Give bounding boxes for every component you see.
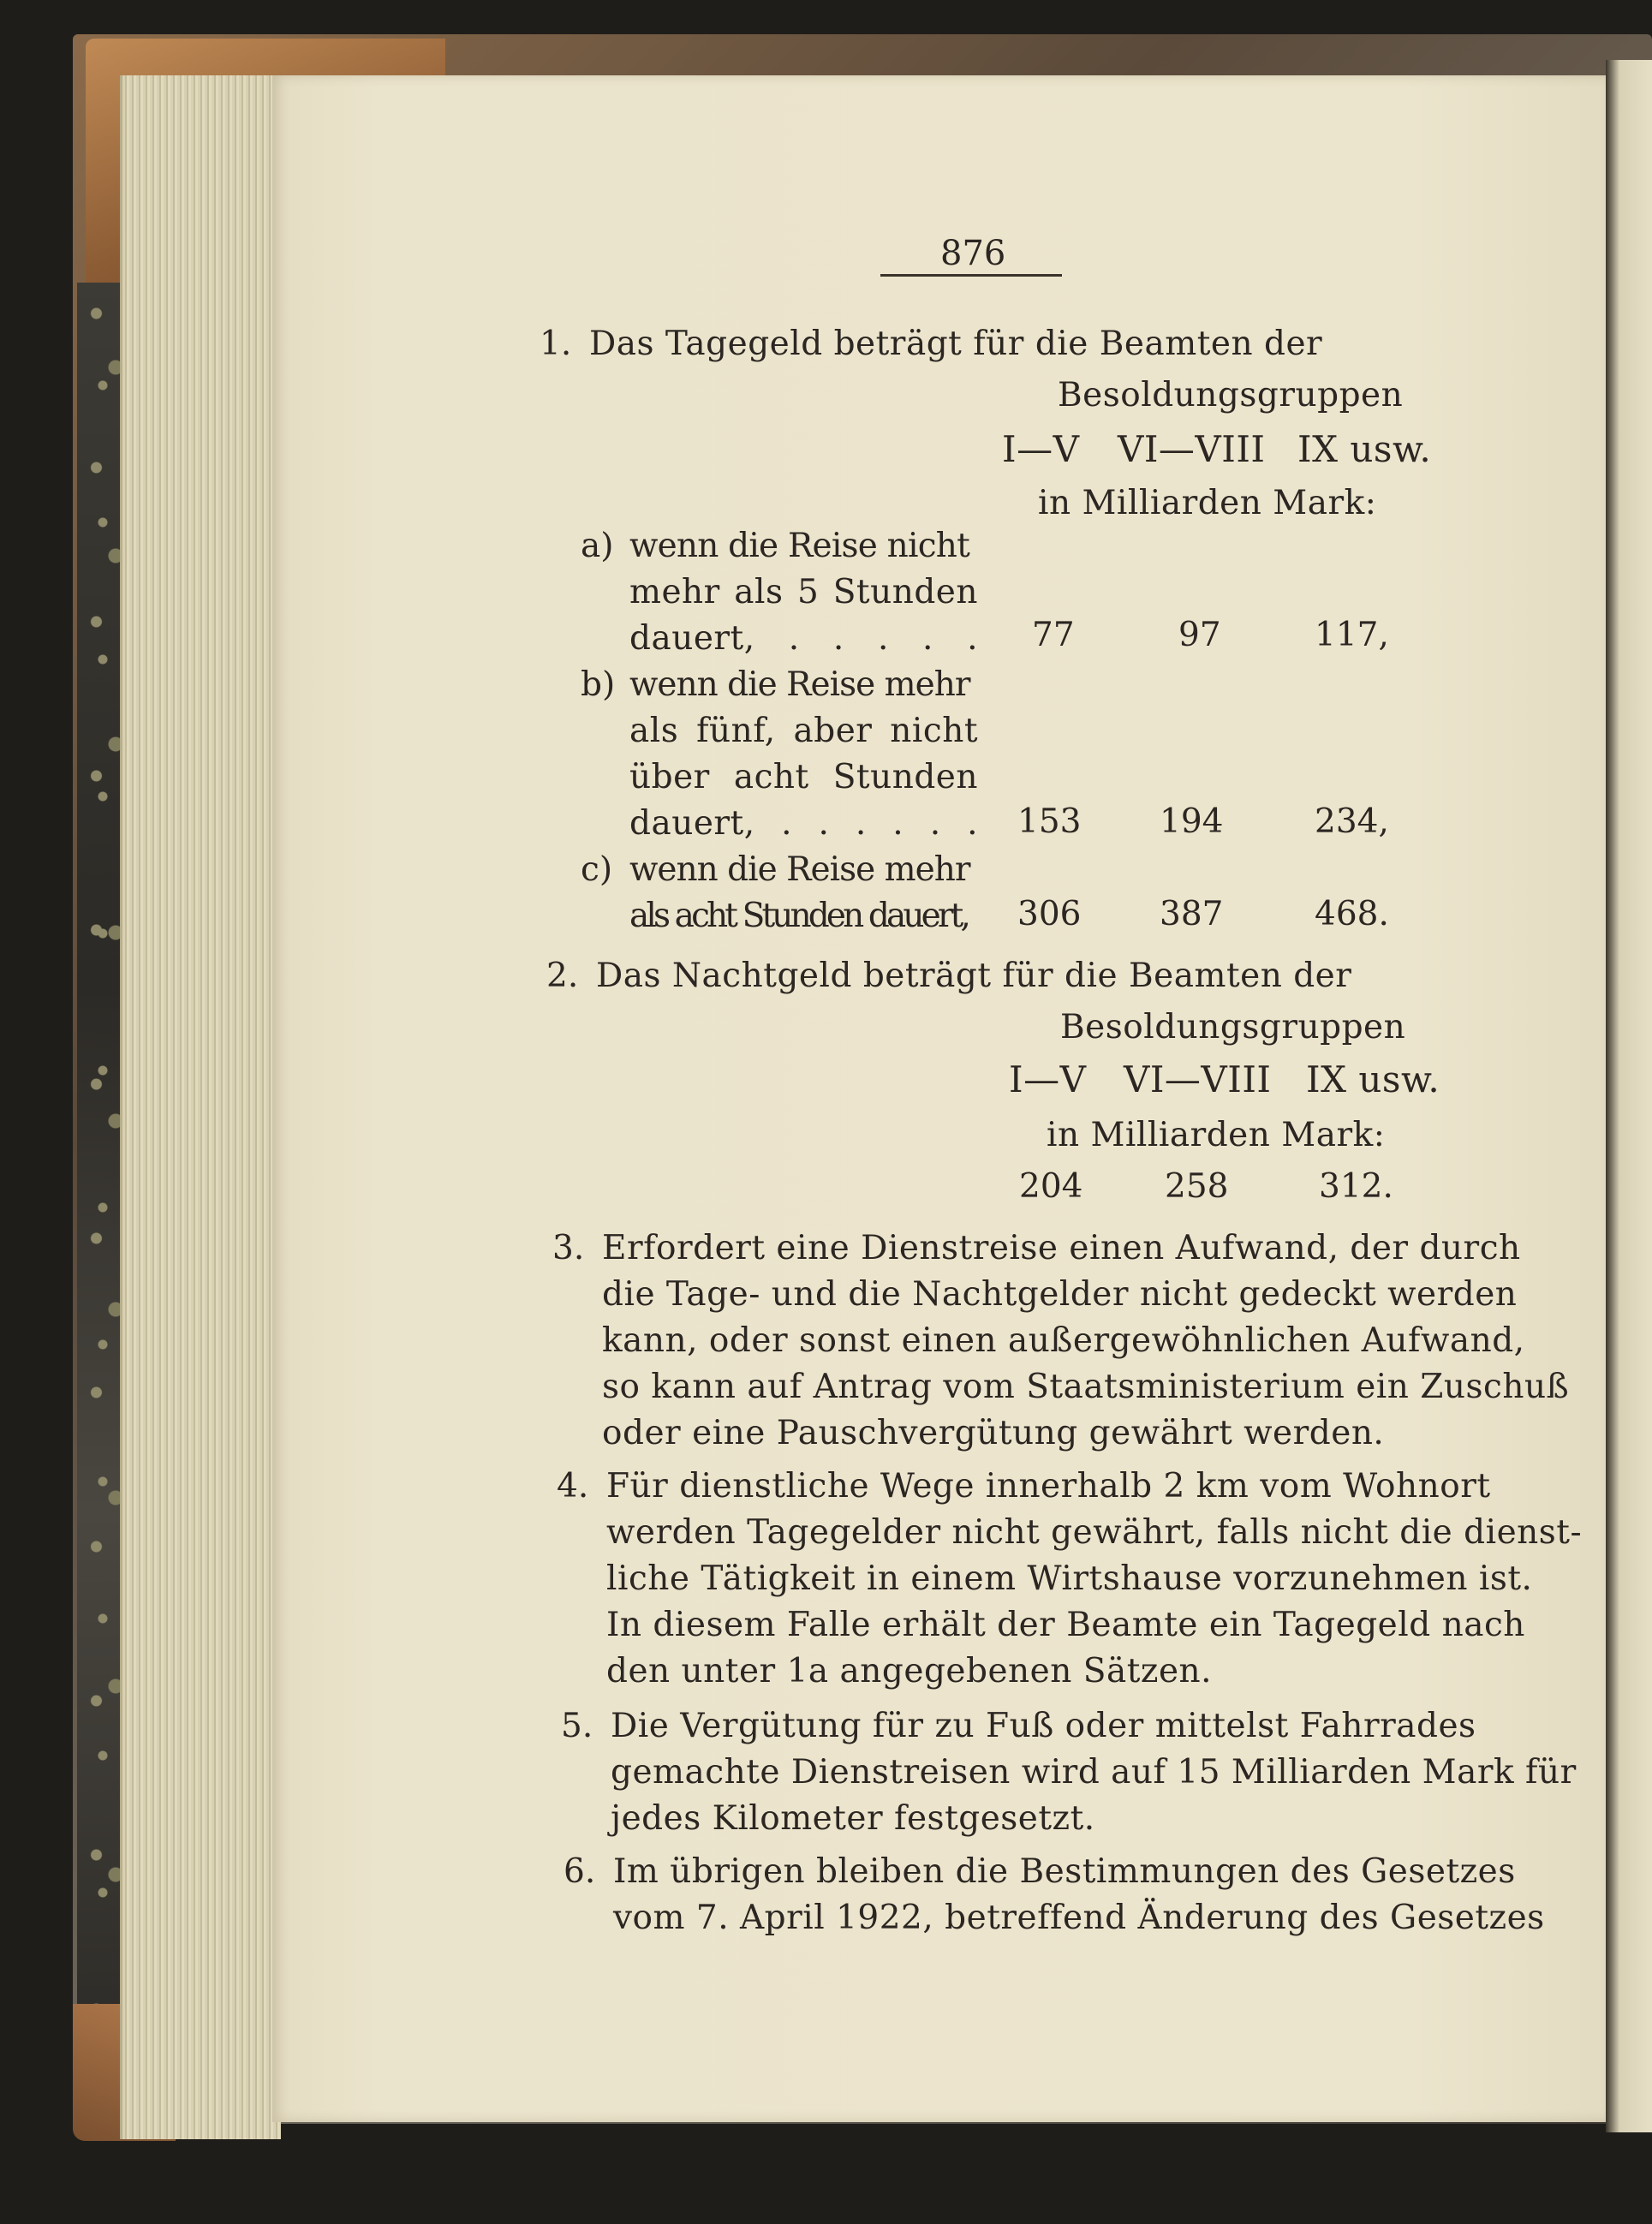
item-3-line: Erfordert eine Dienstreise einen Aufwand, der durch bbox=[602, 1229, 1521, 1267]
item-4-line: werden Tagegelder nicht gewährt, falls nicht die dienst- bbox=[606, 1513, 1583, 1552]
row-a-line: dauert, . . . . . bbox=[629, 619, 978, 658]
row-a-line: wenn die Reise nicht bbox=[629, 527, 969, 565]
row-c-value: 387 bbox=[1160, 895, 1224, 933]
row-b-label: b) bbox=[581, 665, 616, 704]
item-1-group-heading: Besoldungsgruppen bbox=[1058, 376, 1404, 414]
row-c-line: als acht Stunden dauert, bbox=[629, 897, 968, 935]
item-1-intro: Das Tagegeld beträgt für die Beamten der bbox=[589, 325, 1323, 363]
item-6-line: Im übrigen bleiben die Bestimmungen des Gesetzes bbox=[613, 1852, 1516, 1891]
row-c-value: 306 bbox=[1017, 895, 1082, 933]
item-2-value: 258 bbox=[1165, 1167, 1229, 1206]
row-a-value: 97 bbox=[1178, 616, 1221, 654]
item-2-col-1: I—V bbox=[1009, 1058, 1087, 1100]
item-1-col-3: IX usw. bbox=[1297, 428, 1432, 470]
item-5-label: 5. bbox=[561, 1707, 593, 1745]
item-1-label: 1. bbox=[540, 325, 572, 363]
item-2-unit: in Milliarden Mark: bbox=[1047, 1116, 1386, 1154]
item-4-line: liche Tätigkeit in einem Wirtshause vorzunehmen ist. bbox=[606, 1559, 1533, 1598]
item-3-line: oder eine Pauschvergütung gewährt werden. bbox=[602, 1414, 1385, 1452]
item-3-line: kann, oder sonst einen außergewöhnlichen Aufwand, bbox=[602, 1321, 1525, 1360]
item-5-line: Die Vergütung für zu Fuß oder mittelst Fahrrades bbox=[611, 1707, 1476, 1745]
item-2-label: 2. bbox=[546, 957, 579, 995]
item-3-label: 3. bbox=[552, 1229, 585, 1267]
row-a-line: mehr als 5 Stunden bbox=[629, 573, 978, 611]
row-b-value: 194 bbox=[1160, 802, 1224, 841]
page-number-rule bbox=[880, 274, 1062, 277]
row-b-line: dauert, . . . . . . bbox=[629, 804, 978, 843]
page-edges bbox=[120, 75, 281, 2139]
item-6-line: vom 7. April 1922, betreffend Änderung des Gesetzes bbox=[613, 1899, 1545, 1937]
item-1-col-2: VI—VIII bbox=[1118, 428, 1266, 470]
page-number: 876 bbox=[940, 234, 1006, 273]
item-2-col-2: VI—VIII bbox=[1124, 1058, 1272, 1100]
row-b-value: 153 bbox=[1017, 802, 1082, 841]
row-b-line: über acht Stunden bbox=[629, 758, 978, 796]
item-2-intro: Das Nachtgeld beträgt für die Beamten der bbox=[596, 957, 1352, 995]
row-c-label: c) bbox=[581, 850, 613, 889]
item-2-col-3: IX usw. bbox=[1306, 1058, 1440, 1100]
item-6-label: 6. bbox=[564, 1852, 596, 1891]
item-3-line: so kann auf Antrag vom Staatsministerium ein Zuschuß bbox=[602, 1368, 1570, 1406]
item-5-line: gemachte Dienstreisen wird auf 15 Milliarden Mark für bbox=[611, 1753, 1577, 1792]
row-b-line: wenn die Reise mehr bbox=[629, 665, 970, 704]
row-c-value: 468. bbox=[1315, 895, 1389, 933]
item-4-line: Für dienstliche Wege innerhalb 2 km vom Wohnort bbox=[606, 1467, 1491, 1506]
item-1-unit: in Milliarden Mark: bbox=[1038, 484, 1377, 522]
row-b-value: 234, bbox=[1315, 802, 1389, 841]
row-a-label: a) bbox=[581, 527, 614, 565]
item-1-col-1: I—V bbox=[1002, 428, 1080, 470]
item-5-line: jedes Kilometer festgesetzt. bbox=[611, 1799, 1095, 1838]
item-2-value: 204 bbox=[1019, 1167, 1083, 1206]
page-gutter bbox=[1606, 60, 1652, 2132]
row-c-line: wenn die Reise mehr bbox=[629, 850, 970, 889]
item-4-label: 4. bbox=[557, 1467, 589, 1506]
item-4-line: den unter 1a angegebenen Sätzen. bbox=[606, 1652, 1213, 1690]
row-b-line: als fünf, aber nicht bbox=[629, 712, 978, 750]
item-2-group-heading: Besoldungsgruppen bbox=[1060, 1008, 1406, 1046]
row-a-value: 117, bbox=[1315, 616, 1389, 654]
row-a-value: 77 bbox=[1032, 616, 1075, 654]
item-3-line: die Tage- und die Nachtgelder nicht gedeckt werden bbox=[602, 1275, 1518, 1314]
item-2-value: 312. bbox=[1319, 1167, 1393, 1206]
item-4-line: In diesem Falle erhält der Beamte ein Tagegeld nach bbox=[606, 1606, 1525, 1644]
